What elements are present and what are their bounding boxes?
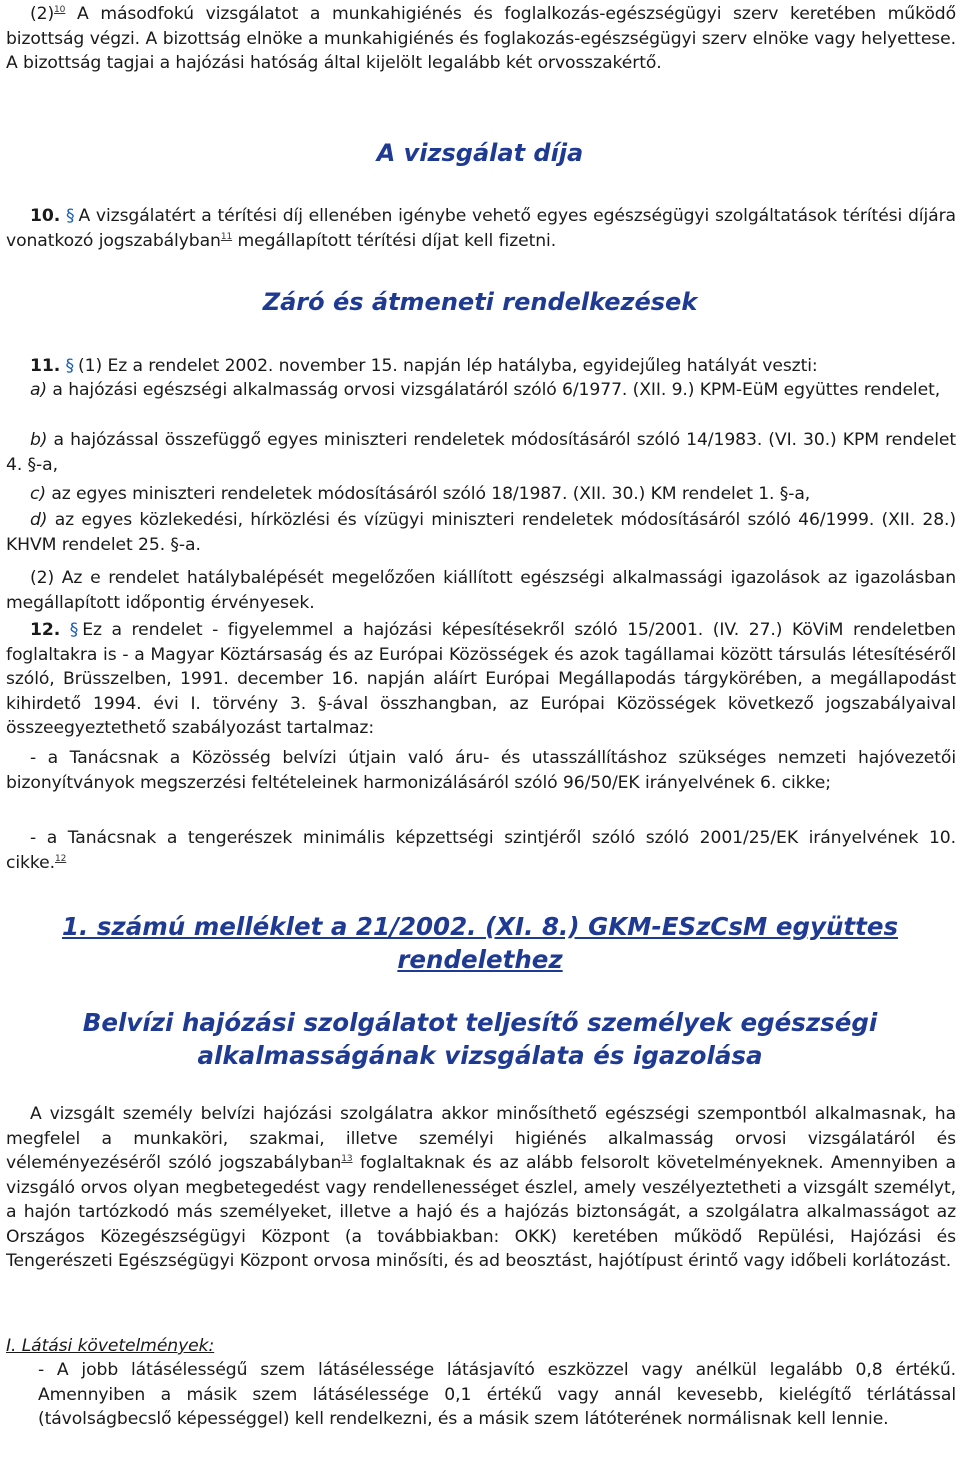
annex-intro-paragraph: [6, 1102, 956, 1274]
item-marker: d): [30, 510, 48, 530]
section-symbol-link[interactable]: §: [69, 620, 79, 640]
item-marker: a): [30, 380, 48, 400]
heading-text: I. Látási követelmények:: [6, 1336, 215, 1356]
section-symbol-link[interactable]: §: [65, 206, 75, 226]
item-text: az egyes miniszteri rendeletek módosításáról szóló 18/1987. (XII. 30.) KM rendelet 1. §-a,: [45, 484, 811, 504]
item-marker: c): [30, 484, 46, 504]
paragraph-2-second-instance: [6, 2, 956, 76]
item-marker: b): [30, 430, 48, 450]
footnote-ref-10[interactable]: 10: [54, 5, 66, 15]
paragraph-number: (2): [30, 4, 55, 24]
item-text: az egyes közlekedési, hírközlési és vízügyi miniszteri rendeletek módosításáról szóló 46/1999. (XII. 28.) KHVM rendelet 25. §-a.: [6, 510, 956, 555]
intro-text: A vizsgált személy belvízi hajózási szolgálatra akkor minősíthető egészségi szempontból alkalmasnak, ha megfelel a munkaköri, szakmai, illetve személyi higiénés alkalmasság orvosi vizsgálatáról és véleményezéséről szóló jogszabályban: [6, 1104, 956, 1173]
section-text: Ez a rendelet - figyelemmel a hajózási képesítésekről szóló 15/2001. (IV. 27.) KöViM rendeletben foglaltakra is - a Magyar Köztársaság és az Európai Közösségek és azok tagállamai között társulás létesítéséről szóló, Brüsszelben, 1991. december 16. napján aláírt Európai Megállapodás tárgykörében, a megállapodást kihirdető 1994. évi I. törvény 3. §-ával összhangban, az Európai Közösségek következő jogszabályaival összeegyeztethető szabályozást tartalmaz:: [6, 620, 956, 738]
directive-item-2: [6, 826, 956, 875]
annex-title-line-1: 1. számú melléklet a 21/2002. (XI. 8.) GKM-ESzCsM együttes: [61, 912, 899, 941]
section-number: 12.: [30, 620, 61, 640]
section-11-intro: [6, 354, 956, 379]
footnote-ref-13[interactable]: 13: [341, 1154, 353, 1164]
main-title-line-1: Belvízi hajózási szolgálatot teljesítő személyek egészségi: [82, 1008, 878, 1037]
section-12: [6, 618, 956, 741]
repeal-item-b: [6, 428, 956, 477]
footnote-ref-11[interactable]: 11: [220, 231, 233, 242]
main-title-line-2: alkalmasságának vizsgálata és igazolása: [197, 1041, 763, 1070]
section-text-cont: megállapított térítési díjat kell fizetni.: [232, 230, 557, 251]
item-text: a hajózási egészségi alkalmasság orvosi vizsgálatáról szóló 6/1977. (XII. 9.) KPM-EüM együttes rendelet,: [47, 380, 941, 400]
intro-text-cont: foglaltaknak és az alább felsorolt követelményeknek. Amennyiben a vizsgáló orvos olyan megbetegedést vagy rendellenességet észlel, amely veszélyeztetheti a vizsgált személyt, a hajón tartózkodó más személyeket, illetve a hajó és a hajózás biztonságát, a szolgálatra alkalmasságot az Országos Közegészségügyi Központ (a továbbiakban: OKK) keretében működő Repülési, Hajózási és Tengerészeti Egészségügyi Központ orvosa minősíti, és ad beosztást, hajótípust érintő vagy időbeli korlátozást.: [6, 1153, 956, 1271]
section-symbol-link[interactable]: §: [65, 356, 75, 376]
section-number: 10.: [30, 206, 61, 226]
directive-item-1: - a Tanácsnak a Közösség belvízi útjain való áru- és utasszállításhoz szükséges nemzeti hajóvezetői bizonyítványok megszerzési feltételeinek harmonizálásáról szóló 96/50/EK irányelvének 6. cikke;: [6, 748, 956, 793]
vision-requirement-item: - A jobb látásélességű szem látásélessége látásjavító eszközzel vagy anélkül legalább 0,8 értékű. Amennyiben a másik szem látásélessége 0,1 értékű vagy annál kevesebb, kielégítő térlátással (távolságbecslő képességgel) kell rendelkezni, és a másik szem látóterének normálisnak kell lennie.: [38, 1360, 956, 1429]
section-11-paragraph-2: (2) Az e rendelet hatálybalépését megelőzően kiállított egészségi alkalmassági igazolások az igazolásban megállapított időpontig érvényesek.: [6, 568, 956, 613]
section-text: A vizsgálatért a térítési díj ellenében igénybe vehető egyes egészségügyi szolgáltatások térítési díjára vonatkozó jogszabályban: [6, 206, 956, 251]
item-text: a hajózással összefüggő egyes miniszteri rendeletek módosításáról szóló 14/1983. (VI. 30.) KPM rendelet 4. §-a,: [6, 430, 956, 475]
repeal-item-a: [6, 378, 956, 403]
paragraph-text: A másodfokú vizsgálatot a munkahigiénés és foglalkozás-egészségügyi szerv keretében működő bizottság végzi. A bizottság elnöke a munkahigiénés és foglakozás-egészségügyi szerv elnöke vagy helyettese. A bizottság tagjai a hajózási hatóság által kijelölt legalább két orvosszakértő.: [6, 4, 956, 73]
item-text: - a Tanácsnak a tengerészek minimális képzettségi szintjéről szóló szóló 2001/25/EK irányelvének 10. cikke.: [6, 828, 956, 873]
section-text: (1) Ez a rendelet 2002. november 15. napján lép hatályba, egyidejűleg hatályát veszti:: [78, 356, 818, 376]
section-heading-fee: A vizsgálat díja: [376, 139, 584, 167]
section-heading-final-provisions: Záró és átmeneti rendelkezések: [262, 288, 698, 316]
annex-title-line-2: rendelethez: [397, 945, 563, 974]
section-10: [6, 204, 956, 253]
vision-requirements-heading: [6, 1334, 956, 1359]
repeal-item-c: [6, 482, 956, 507]
annex-title: [0, 910, 960, 976]
section-number: 11.: [30, 356, 61, 376]
annex-main-title: [0, 1006, 960, 1072]
footnote-ref-12[interactable]: 12: [54, 853, 67, 864]
repeal-item-d: [6, 508, 956, 557]
